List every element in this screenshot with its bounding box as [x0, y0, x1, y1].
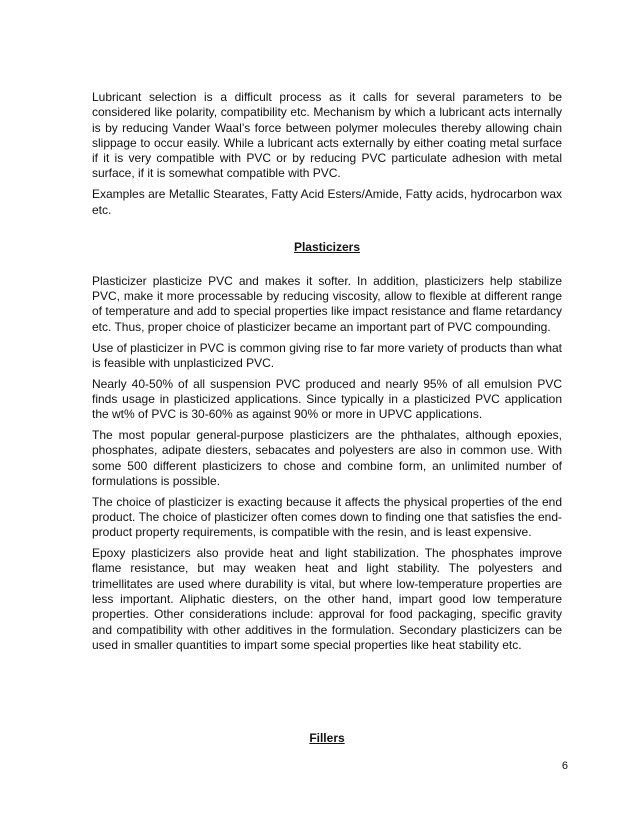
intro-paragraph-examples: Examples are Metallic Stearates, Fatty Acid Esters/Amide, Fatty acids, hydrocarbon wax etc.	[92, 187, 562, 217]
plasticizers-paragraph: Epoxy plasticizers also provide heat and light stabilization. The phosphates improve flame resistance, but may weaken heat and light stability. The polyesters and trimellitates are used where durability is vital, but where low-temperature properties are less important. Aliphatic diesters, on the other hand, impart good low temperature properties. Other considerations include: approval for food packaging, specific gravity and compatibility with other additives in the formulation. Secondary plasticizers can be used in smaller quantities to impart some special properties like heat stability etc.	[92, 546, 562, 652]
plasticizers-paragraph: Nearly 40-50% of all suspension PVC produced and nearly 95% of all emulsion PVC finds usage in plasticized applications. Since typically in a plasticized PVC application the wt% of PVC is 30-60% as against 90% or more in UPVC applications.	[92, 376, 562, 422]
plasticizers-paragraph: Use of plasticizer in PVC is common giving rise to far more variety of products than what is feasible with unplasticized PVC.	[92, 340, 562, 370]
intro-paragraph-lubricant-selection: Lubricant selection is a difficult process as it calls for several parameters to be considered like polarity, compatibility etc. Mechanism by which a lubricant acts internally is by reducing Vander Waal’s force between polymer molecules thereby allowing chain slippage to occur easily. While a lubricant acts externally by either coating metal surface if it is very compatible with PVC or by reducing PVC particulate adhesion with metal surface, if it is somewhat compatible with PVC.	[92, 90, 562, 181]
plasticizers-paragraph: Plasticizer plasticize PVC and makes it softer. In addition, plasticizers help stabilize PVC, make it more processable by reducing viscosity, allow to flexible at different range of temperature and add to special properties like impact resistance and flame retardancy etc. Thus, proper choice of plasticizer became an important part of PVC compounding.	[92, 273, 562, 334]
page-number: 6	[561, 760, 568, 772]
page-body	[92, 90, 562, 659]
plasticizers-paragraph: The choice of plasticizer is exacting because it affects the physical properties of the end product. The choice of plasticizer often comes down to finding one that satisfies the end-product property requirements, is compatible with the resin, and is least expensive.	[92, 494, 562, 540]
fillers-heading: Fillers	[309, 731, 345, 745]
plasticizers-paragraph: The most popular general-purpose plasticizers are the phthalates, although epoxies, phosphates, adipate diesters, sebacates and polyesters are also in common use. With some 500 different plasticizers to chose and combine form, an unlimited number of formulations is possible.	[92, 428, 562, 488]
plasticizers-heading: Plasticizers	[293, 239, 361, 254]
